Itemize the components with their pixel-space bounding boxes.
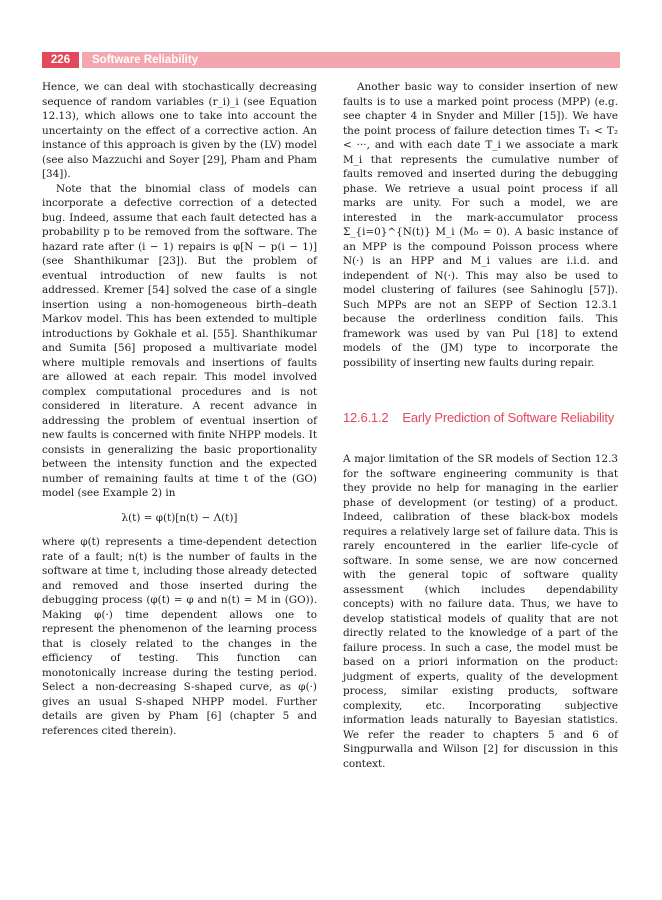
running-title: Software Reliability bbox=[82, 52, 620, 68]
section-heading bbox=[343, 409, 618, 427]
section-number: 12.6.1.2 bbox=[343, 410, 389, 425]
section-title: Early Prediction of Software Reliability bbox=[402, 410, 615, 425]
paragraph: where φ(t) represents a time-dependent detection rate of a fault; n(t) is the number of faults in the software at time t, including those already detected and removed and those inserted during the debugging process (φ(t) = φ and n(t) = M in (GO)). Making φ(·) time dependent allows one to represent the phenomenon of the learning process that is closely related to the changes in the efficiency of testing. This function can monotonically increase during the testing period. Select a non-decreasing S-shaped curve, as φ(·) gives an usual S-shaped NHPP model. Further details are given by Pham [6] (chapter 5 and references cited therein). bbox=[42, 536, 317, 737]
paragraph: Another basic way to consider insertion of new faults is to use a marked point process (MPP) (e.g. see chapter 4 in Snyder and Miller [15]). We have the point process of failure detection times T₁ < T₂ < ···, and with each date T_i we associate a mark M_i that represents the cumulative number of faults removed and inserted during the debugging phase. We retrieve a usual point process if all marks are unity. For such a model, we are interested in the mark-accumulator process Σ_{i=0}^{N(t)} M_i (M₀ = 0). A basic instance of an MPP is the compound Poisson process where N(·) is an HPP and M_i values are i.i.d. and independent of N(·). This may also be used to model clustering of failures (see Sahinoglu [57]). Such MPPs are not an SEPP of Section 12.3.1 because the orderliness condition fails. This framework was used by van Pul [18] to extend models of the (JM) type to incorporate the possibility of inserting new faults during repair. bbox=[343, 81, 618, 369]
paragraph: Hence, we can deal with stochastically decreasing sequence of random variables (r_i)_i (see Equation 12.13), which allows one to take into account the uncertainty on the effect of a corrective action. An instance of this approach is given by the (LV) model (see also Mazzuchi and Soyer [29], Pham and Pham [34]). bbox=[42, 81, 317, 180]
left-column bbox=[42, 80, 317, 738]
paragraph: A major limitation of the SR models of Section 12.3 for the software engineering community is that they provide no help for managing in the earlier phase of development (or testing) of a product. Indeed, calibration of these black-box models requires a relatively large set of failure data. This is rarely encountered in the earlier life-cycle of software. In some sense, we are now concerned with the general topic of software quality assessment (which includes dependability concepts) with no failure data. Thus, we have to develop statistical models of quality that are not directly related to the knowledge of a part of the failure process. In such a case, the model must be based on a priori information on the product: judgment of experts, quality of the development process, similar existing products, software complexity, etc. Incorporating subjective information leads naturally to Bayesian statistics. We refer the reader to chapters 5 and 6 of Singpurwalla and Wilson [2] for discussion in this context. bbox=[343, 453, 618, 770]
right-column bbox=[343, 80, 618, 771]
page-number: 226 bbox=[42, 52, 79, 68]
running-header bbox=[42, 52, 620, 68]
paragraph: Note that the binomial class of models can incorporate a defective correction of a detected bug. Indeed, assume that each fault detected has a probability p to be removed from the software. The hazard rate after (i − 1) repairs is φ[N − p(i − 1)] (see Shanthikumar [23]). But the problem of eventual introduction of new faults is not addressed. Kremer [54] solved the case of a single insertion using a non-homogeneous birth–death Markov model. This has been extended to multiple introductions by Gokhale et al. [55]. Shanthikumar and Sumita [56] proposed a multivariate model where multiple removals and insertions of faults are allowed at each repair. This model involved complex computational procedures and is not considered in literature. A recent advance in addressing the problem of eventual insertion of new faults is concerned with finite NHPP models. It consists in generalizing the basic proportionality between the intensity function and the expected number of remaining faults at time t of the (GO) model (see Example 2) in bbox=[42, 182, 317, 499]
equation: λ(t) = φ(t)[n(t) − Λ(t)] bbox=[121, 511, 238, 524]
